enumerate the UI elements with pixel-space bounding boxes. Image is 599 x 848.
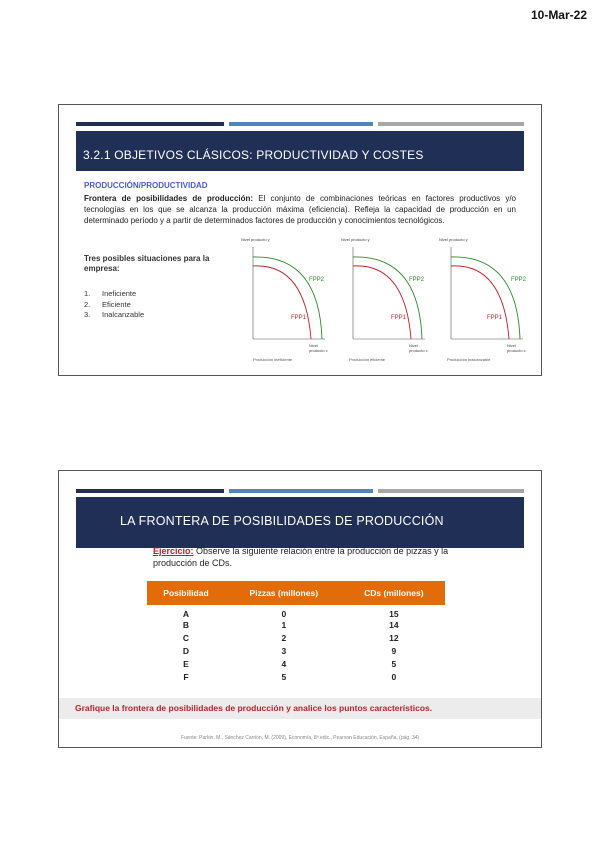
list-number: 3. [84,310,91,319]
list-item [84,300,144,311]
table-cell: 4 [281,658,287,669]
x-axis-label: Nivel producto x [409,343,428,353]
bar-navy [76,122,224,126]
list-label: Ineficiente [102,289,137,298]
decorative-bars [76,122,524,126]
task-instruction: Grafique la frontera de posibilidades de producción y analice los puntos característicos. [59,698,541,719]
ppf-inner-curve [451,266,509,339]
list-label: Inalcanzable [102,310,145,319]
ppf-inner-label: FPP1 [391,315,407,321]
ppf-chart-unreachable [439,237,541,357]
ppf-outer-label: FPP2 [309,277,325,283]
list-item [84,310,144,321]
table-cell: E [183,658,189,669]
bar-gray [378,122,524,126]
ppf-inner-curve [353,266,411,339]
definition-paragraph [84,193,516,226]
table-cell: F [183,671,189,682]
ppf-chart-svg [245,239,343,357]
bar-gray [378,489,524,493]
ppf-outer-curve [353,257,425,339]
table-row [147,605,445,619]
table-cell: 2 [281,633,287,644]
list-item [84,289,144,300]
table-cell: 5 [281,671,287,682]
bar-blue [229,122,373,126]
x-axis-label: Nivel producto x [507,343,526,353]
table-cell: 9 [391,645,397,656]
source-citation: Fuente: Parkin, M., Sánchez Carrión, M. (2009), Economía, 8ª edic., Pearson Educación, España, (pág. 34) [180,735,420,741]
ppf-outer-label: FPP2 [511,277,527,283]
slide-productividad [58,104,542,376]
table-cell: 0 [281,609,287,619]
ppf-chart-inefficient [241,237,343,357]
table-cell: A [182,609,190,619]
ppf-outer-label: FPP2 [409,277,425,283]
page-date: 10-Mar-22 [530,8,587,22]
ppf-chart-efficient [341,237,443,357]
list-label: Eficiente [102,299,131,309]
column-header: CDs (millones) [343,581,445,605]
table-row [147,645,445,658]
chart-caption: Producción eficiente [349,357,386,362]
definition-term: Frontera de posibilidades de producción: [84,194,254,203]
table-cell: C [182,633,190,644]
ppf-chart-svg [345,239,443,357]
table-cell: 3 [281,645,287,656]
table-cell: D [182,645,190,656]
table-row [147,632,445,645]
table-row [147,657,445,670]
exercise-text: Observe la siguiente relación entre la producción de pizzas y la producción de CDs. [153,546,449,568]
ppf-inner-label: FPP1 [291,315,307,321]
slide-title: 3.2.1 OBJETIVOS CLÁSICOS: PRODUCTIVIDAD Y COSTES [76,131,524,171]
situations-list [84,289,144,321]
ppf-inner-label: FPP1 [487,315,503,321]
ppf-chart-svg [443,239,541,357]
production-table [147,581,445,683]
column-header: Posibilidad [147,581,225,605]
situations-heading: Tres posibles situaciones para la empresa: [84,254,210,273]
bar-blue [229,489,373,493]
definition-text: El conjunto de combinaciones teóricas en factores productivos y/o tecnologías en los que se alcanza la producción máxima (eficiencia). Refleja la capacidad de producción en un determinado período y a partir de determinados factores de producción y conocimientos tecnológicos. [84,194,517,225]
table-cell: 12 [389,633,399,644]
table-cell: 0 [391,671,397,682]
ppf-outer-curve [253,257,325,339]
y-axis-label: Nivel producto y [439,237,468,242]
table-cell: 14 [389,620,399,631]
table-row [147,670,445,683]
section-subtitle: PRODUCCIÓN/PRODUCTIVIDAD [84,181,208,190]
slide-title: LA FRONTERA DE POSIBILIDADES DE PRODUCCIÓN [76,497,524,548]
ppf-outer-curve [451,257,520,339]
chart-caption: Producción inalcanzable [447,357,491,362]
table-row [147,619,445,632]
bar-navy [76,489,224,493]
list-number: 2. [84,299,91,309]
list-number: 1. [84,289,91,298]
slide-frontera [58,470,542,748]
table-cell: B [182,620,190,631]
chart-caption: Producción ineficiente [253,357,293,362]
y-axis-label: Nivel producto y [241,237,270,242]
exercise-statement [153,545,453,569]
column-header: Pizzas (millones) [225,581,343,605]
decorative-bars [76,489,524,493]
table-cell: 15 [389,609,399,619]
table-cell: 5 [391,658,397,669]
x-axis-label: Nivel producto x [309,343,328,353]
y-axis-label: Nivel producto y [341,237,370,242]
table-cell: 1 [281,620,287,631]
exercise-label: Ejercicio: [153,546,194,556]
ppf-inner-curve [253,266,311,339]
table-header-row [147,581,445,605]
